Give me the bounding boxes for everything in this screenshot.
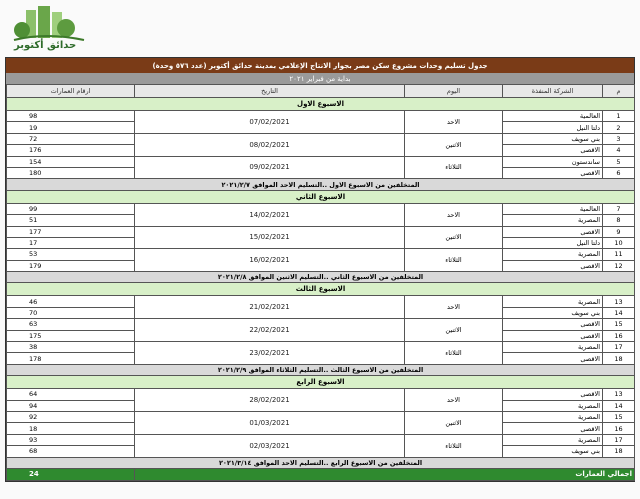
day-cell: الاحد bbox=[405, 296, 503, 319]
row-number-cell: 16 bbox=[603, 423, 635, 434]
building-number-cell: 99 bbox=[7, 203, 135, 214]
schedule-sheet bbox=[5, 57, 635, 482]
company-cell: الاقصى bbox=[503, 167, 603, 178]
week-note: المتخلفين من الاسبوع الاول ..التسليم الاحد الموافق ٢٠٢١/٢/٧ bbox=[7, 179, 635, 190]
day-cell: الاثنين bbox=[405, 319, 503, 342]
week-note-row bbox=[7, 364, 635, 375]
building-number-cell: 17 bbox=[7, 237, 135, 248]
header-day: اليوم bbox=[405, 85, 503, 98]
row-number-cell: 4 bbox=[603, 145, 635, 156]
week-note-row bbox=[7, 272, 635, 283]
company-cell: المصرية bbox=[503, 249, 603, 260]
company-cell: المصرية bbox=[503, 215, 603, 226]
row-number-cell: 6 bbox=[603, 167, 635, 178]
building-number-cell: 177 bbox=[7, 226, 135, 237]
row-number-cell: 14 bbox=[603, 307, 635, 318]
row-number-cell: 15 bbox=[603, 411, 635, 422]
table-row bbox=[7, 389, 635, 400]
week-label: الاسبوع الاول bbox=[7, 98, 635, 111]
header-buildings: ارقام العمارات bbox=[7, 85, 135, 98]
date-cell: 28/02/2021 bbox=[135, 389, 405, 412]
company-cell: المصرية bbox=[503, 434, 603, 445]
building-number-cell: 93 bbox=[7, 434, 135, 445]
week-header-row bbox=[7, 98, 635, 111]
day-cell: الاحد bbox=[405, 389, 503, 412]
table-row bbox=[7, 156, 635, 167]
week-note-row bbox=[7, 457, 635, 468]
row-number-cell: 14 bbox=[603, 400, 635, 411]
day-cell: الاحد bbox=[405, 203, 503, 226]
company-cell: المصرية bbox=[503, 342, 603, 353]
start-line: بداية من فبراير ٢٠٢١ bbox=[6, 73, 634, 84]
header-date: التاريخ bbox=[135, 85, 405, 98]
date-cell: 01/03/2021 bbox=[135, 411, 405, 434]
day-cell: الثلاثاء bbox=[405, 434, 503, 457]
logo-text: حدائق أكتوبر bbox=[14, 40, 77, 51]
day-cell: الثلاثاء bbox=[405, 156, 503, 179]
day-cell: الاثنين bbox=[405, 133, 503, 156]
row-number-cell: 16 bbox=[603, 330, 635, 341]
date-cell: 23/02/2021 bbox=[135, 342, 405, 365]
week-note-row bbox=[7, 179, 635, 190]
building-number-cell: 178 bbox=[7, 353, 135, 364]
building-number-cell: 38 bbox=[7, 342, 135, 353]
company-cell: الاقصى bbox=[503, 226, 603, 237]
header-company: الشركة المنفذة bbox=[503, 85, 603, 98]
table-row bbox=[7, 111, 635, 122]
table-row bbox=[7, 411, 635, 422]
table-body bbox=[7, 98, 635, 469]
company-cell: المصرية bbox=[503, 296, 603, 307]
date-cell: 22/02/2021 bbox=[135, 319, 405, 342]
building-number-cell: 18 bbox=[7, 423, 135, 434]
table-title: جدول تسليم وحدات مشروع سكن مصر بجوار الانتاج الإعلامي بمدينة حدائق أكتوبر (عدد ٥٧٦ وحدة) bbox=[6, 58, 634, 73]
row-number-cell: 2 bbox=[603, 122, 635, 133]
date-cell: 07/02/2021 bbox=[135, 111, 405, 134]
row-number-cell: 18 bbox=[603, 353, 635, 364]
company-cell: المصرية bbox=[503, 411, 603, 422]
building-number-cell: 92 bbox=[7, 411, 135, 422]
building-number-cell: 98 bbox=[7, 111, 135, 122]
company-cell: الاقصى bbox=[503, 330, 603, 341]
day-cell: الثلاثاء bbox=[405, 249, 503, 272]
row-number-cell: 13 bbox=[603, 389, 635, 400]
building-number-cell: 70 bbox=[7, 307, 135, 318]
row-number-cell: 10 bbox=[603, 237, 635, 248]
date-cell: 02/03/2021 bbox=[135, 434, 405, 457]
day-cell: الاثنين bbox=[405, 411, 503, 434]
company-cell: الاقصى bbox=[503, 145, 603, 156]
week-label: الاسبوع الثاني bbox=[7, 190, 635, 203]
table-row bbox=[7, 342, 635, 353]
week-label: الاسبوع الرابع bbox=[7, 376, 635, 389]
building-number-cell: 175 bbox=[7, 330, 135, 341]
row-number-cell: 12 bbox=[603, 260, 635, 271]
building-number-cell: 179 bbox=[7, 260, 135, 271]
company-cell: دلتا النيل bbox=[503, 237, 603, 248]
company-cell: الاقصى bbox=[503, 319, 603, 330]
day-cell: الثلاثاء bbox=[405, 342, 503, 365]
company-cell: العالمية bbox=[503, 203, 603, 214]
week-label: الاسبوع الثالث bbox=[7, 283, 635, 296]
table-row bbox=[7, 434, 635, 445]
building-number-cell: 180 bbox=[7, 167, 135, 178]
company-cell: ساندستون bbox=[503, 156, 603, 167]
company-cell: الاقصى bbox=[503, 423, 603, 434]
date-cell: 15/02/2021 bbox=[135, 226, 405, 249]
week-note: المتخلفين من الاسبوع الرابع ..التسليم الاحد الموافق ٢٠٢١/٣/١٤ bbox=[7, 457, 635, 468]
building-number-cell: 46 bbox=[7, 296, 135, 307]
building-number-cell: 51 bbox=[7, 215, 135, 226]
company-cell: بني سويف bbox=[503, 133, 603, 144]
week-note: المتخلفين من الاسبوع الثاني ..التسليم الاثنين الموافق ٢٠٢١/٢/٨ bbox=[7, 272, 635, 283]
company-cell: بني سويف bbox=[503, 446, 603, 457]
company-cell: العالمية bbox=[503, 111, 603, 122]
date-cell: 14/02/2021 bbox=[135, 203, 405, 226]
building-number-cell: 64 bbox=[7, 389, 135, 400]
table-row bbox=[7, 133, 635, 144]
row-number-cell: 17 bbox=[603, 342, 635, 353]
building-number-cell: 94 bbox=[7, 400, 135, 411]
date-cell: 09/02/2021 bbox=[135, 156, 405, 179]
row-number-cell: 17 bbox=[603, 434, 635, 445]
week-header-row bbox=[7, 190, 635, 203]
building-number-cell: 19 bbox=[7, 122, 135, 133]
company-cell: دلتا النيل bbox=[503, 122, 603, 133]
row-number-cell: 13 bbox=[603, 296, 635, 307]
row-number-cell: 18 bbox=[603, 446, 635, 457]
company-cell: بني سويف bbox=[503, 307, 603, 318]
building-number-cell: 176 bbox=[7, 145, 135, 156]
row-number-cell: 11 bbox=[603, 249, 635, 260]
table-row bbox=[7, 226, 635, 237]
building-number-cell: 63 bbox=[7, 319, 135, 330]
row-number-cell: 7 bbox=[603, 203, 635, 214]
day-cell: الاثنين bbox=[405, 226, 503, 249]
building-number-cell: 53 bbox=[7, 249, 135, 260]
row-number-cell: 15 bbox=[603, 319, 635, 330]
company-cell: المصرية bbox=[503, 400, 603, 411]
total-row bbox=[7, 468, 635, 480]
total-label: اجمالي العمارات bbox=[135, 468, 635, 480]
row-number-cell: 8 bbox=[603, 215, 635, 226]
week-header-row bbox=[7, 376, 635, 389]
row-number-cell: 3 bbox=[603, 133, 635, 144]
week-header-row bbox=[7, 283, 635, 296]
table-row bbox=[7, 203, 635, 214]
row-number-cell: 1 bbox=[603, 111, 635, 122]
table-row bbox=[7, 319, 635, 330]
total-value: 24 bbox=[7, 468, 135, 480]
company-cell: الاقصى bbox=[503, 389, 603, 400]
date-cell: 16/02/2021 bbox=[135, 249, 405, 272]
table-row bbox=[7, 296, 635, 307]
schedule-table bbox=[6, 84, 635, 481]
company-cell: الاقصى bbox=[503, 260, 603, 271]
company-cell: الاقصى bbox=[503, 353, 603, 364]
date-cell: 08/02/2021 bbox=[135, 133, 405, 156]
row-number-cell: 9 bbox=[603, 226, 635, 237]
building-number-cell: 154 bbox=[7, 156, 135, 167]
date-cell: 21/02/2021 bbox=[135, 296, 405, 319]
row-number-cell: 5 bbox=[603, 156, 635, 167]
day-cell: الاحد bbox=[405, 111, 503, 134]
week-note: المتخلفين من الاسبوع الثالث ..التسليم الثلاثاء الموافق ٢٠٢١/٢/٩ bbox=[7, 364, 635, 375]
header-number: م bbox=[603, 85, 635, 98]
building-number-cell: 68 bbox=[7, 446, 135, 457]
table-row bbox=[7, 249, 635, 260]
building-number-cell: 72 bbox=[7, 133, 135, 144]
